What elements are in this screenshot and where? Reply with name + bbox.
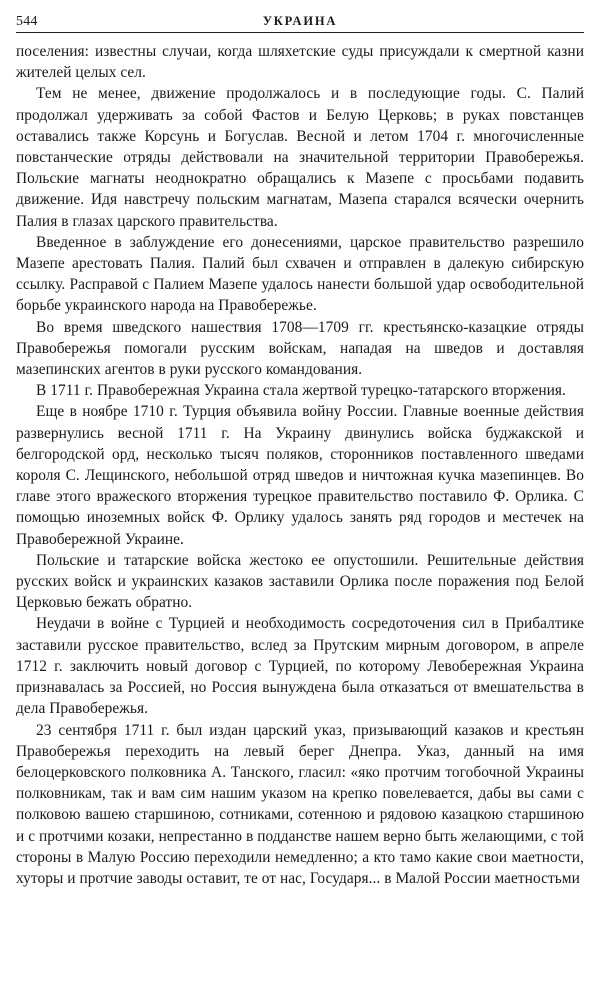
paragraph-paliy-movement: Тем не менее, движение продолжалось и в последующие годы. С. Палий продолжал удерживать за собой Фастов и Белую Церковь; в руках повстанцев оставались также Корсунь и Богуслав. Весной и летом 1704 г. многочисленные повстанческие отряды действовали на значительной территории Правобережья. Польские магнаты неоднократно обращались к Мазепе с просьбами подавить движение. Идя навстречу польским магнатам, Мазепа старался всячески очернить Палия в глазах царского правительства. [16, 85, 584, 230]
page-number: 544 [16, 14, 38, 29]
paragraph-devastation: Польские и татарские войска жестоко ее опустошили. Решительные действия русских войск и украинских казаков заставили Орлика после поражения под Белой Церковью бежать обратно. [16, 551, 584, 612]
paragraph-tsar-decree: 23 сентября 1711 г. был издан царский указ, призывающий казаков и крестьян Правобережья переходить на левый берег Днепра. Указ, данный на имя белоцерковского полковника А. Танского, гласил: «яко протчим тогобочной Украины полковникам, так и вам сим нашим указом на крепко повелевается, дабы вы сами с полковою вашею старшиною, сотниками, сотенною и рядовою казацкою старшиною и с протчими козаки, непрестанно в подданстве нашем верно быть желающими, с той стороны в Малую Россию переходили немедленно; а кто тамо какие свои маетности, хуторы и протчие заводы оставит, те от нас, Государя... в Малой России маетностьми [16, 721, 584, 887]
paragraph-paliy-arrest: Введенное в заблуждение его донесениями, царское правительство разрешило Мазепе арестовать Палия. Палий был схвачен и отправлен в далекую сибирскую ссылку. Расправой с Палием Мазепе удалось нанести большой удар освободительной борьбе украинского народа на Правобережье. [16, 233, 584, 315]
page-header [16, 10, 584, 33]
body-text [16, 41, 584, 889]
running-title: УКРАИНА [262, 14, 338, 28]
paragraph-treaty-1712: Неудачи в войне с Турцией и необходимость сосредоточения сил в Прибалтике заставили русское правительство, вслед за Прутским мирным договором, в апреле 1712 г. заключить новый договор с Турцией, по которому Левобережная Украина признавалась за Россией, но Россия вынуждена была отказаться от вмешательства в дела Правобережья. [16, 615, 584, 718]
book-page [16, 10, 584, 889]
paragraph-swedish-invasion: Во время шведского нашествия 1708—1709 гг. крестьянско-казацкие отряды Правобережья помогали русским войскам, нападая на шведов и доставляя мазепинских агентов в руки русского командования. [16, 318, 584, 379]
paragraph-settlements-punishment: поселения: известны случаи, когда шляхетские суды присуждали к смертной казни жителей целых сел. [16, 43, 584, 82]
paragraph-1711-invasion: В 1711 г. Правобережная Украина стала жертвой турецко-татарского вторжения. [36, 382, 566, 400]
paragraph-turkish-war: Еще в ноябре 1710 г. Турция объявила войну России. Главные военные действия развернулись весной 1711 г. На Украину двинулись войска буджакской и белгородской орд, несколько тысяч поляков, сторонников поставленного шведами короля С. Лещинского, небольшой отряд шведов и ничтожная кучка мазепинцев. Во главе этого вражеского вторжения турецкое правительство поставило Ф. Орлика. С помощью иноземных войск Ф. Орлику удалось занять ряд городов и местечек на Правобережной Украине. [16, 403, 584, 548]
